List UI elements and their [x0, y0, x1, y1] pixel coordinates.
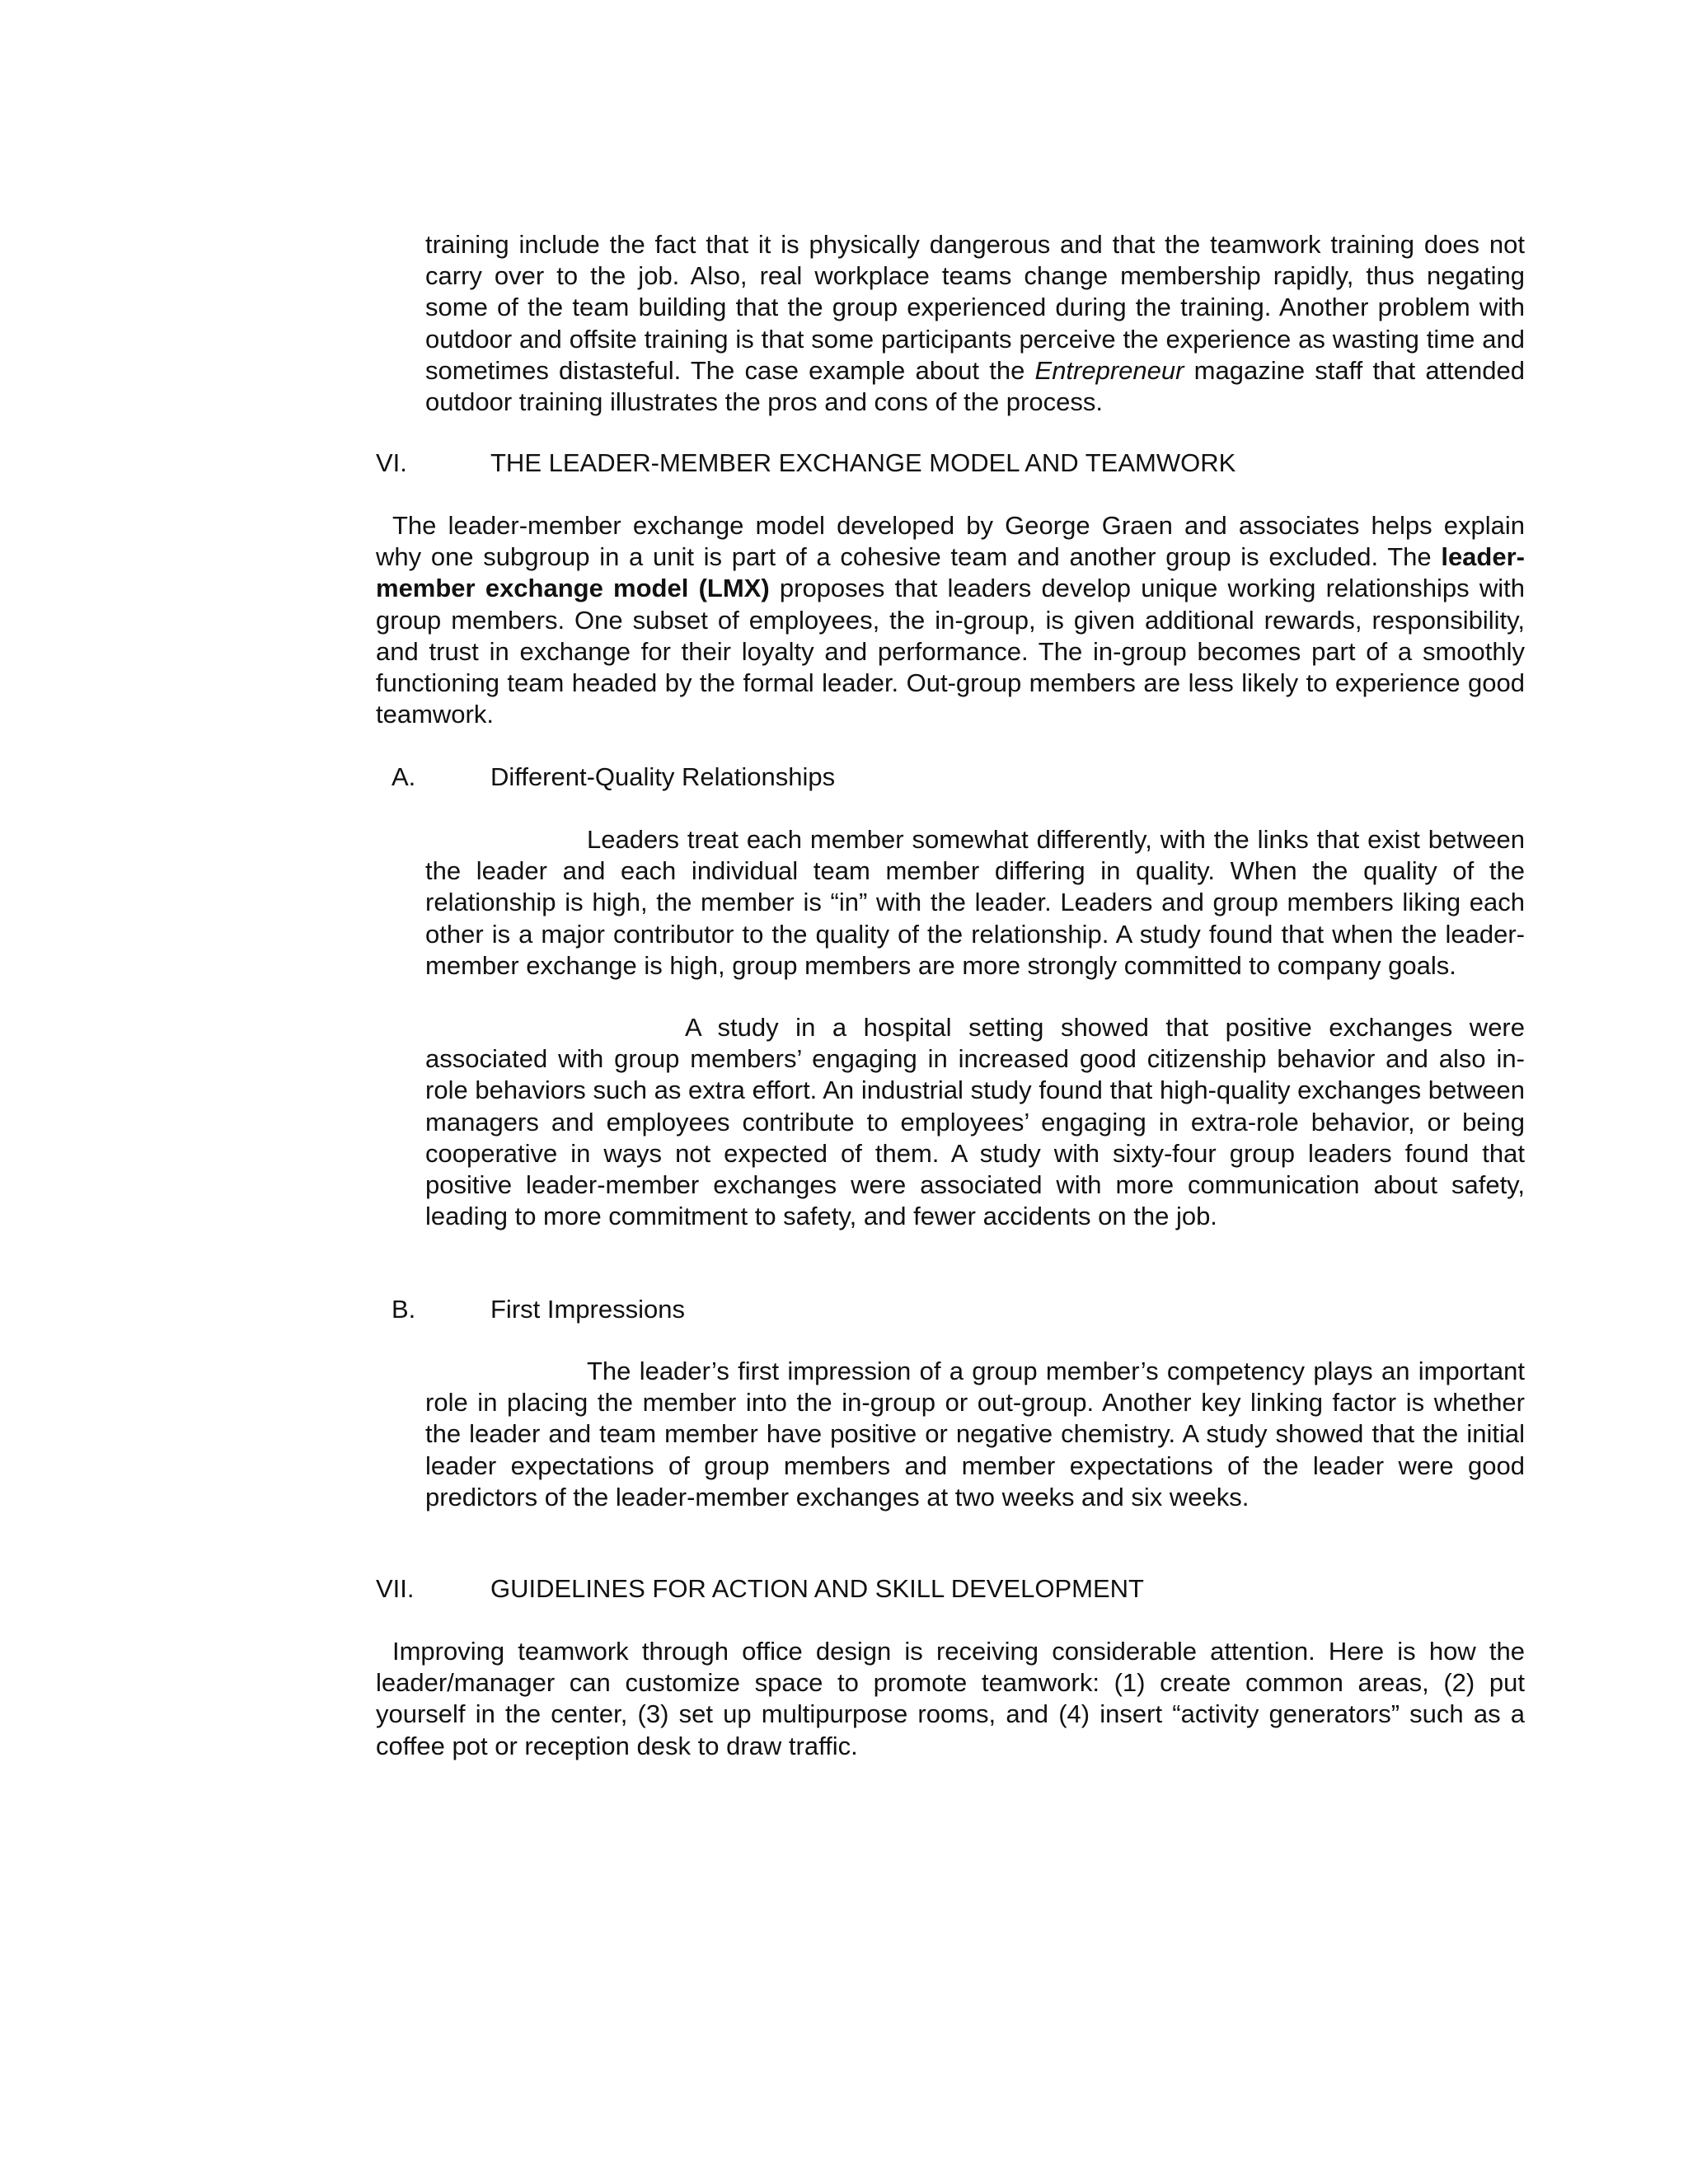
section-title: THE LEADER-MEMBER EXCHANGE MODEL AND TEAMWORK: [490, 448, 1236, 477]
continuation-text-start: training include the fact that it is physically dangerous and that the teamwork training does not carry over to the job. Also, real workplace teams change membership rapidly, thus negating some of the team building that the group experienced during the training. Another problem with outdoor and offsite training is that some participants perceive the experience as wasting time and sometimes distasteful. The case example about the: [425, 230, 1525, 385]
subsection-letter: A.: [392, 762, 416, 791]
lmx-term: leader-member exchange model (LMX): [376, 542, 1525, 603]
section-vii-intro: Improving teamwork through office design is receiving considerable attention. Here is how the leader/manager can customize space to promote teamwork: (1) create common areas, (2) put yourself in the center, (3) set up multipurpose rooms, and (4) insert “activity generators” such as a coffee pot or reception desk to draw traffic.: [376, 1637, 1525, 1760]
section-vi-intro: [376, 510, 1525, 730]
section-number: VII.: [376, 1574, 415, 1603]
subsection-title: Different-Quality Relationships: [490, 762, 836, 791]
section-number: VI.: [376, 448, 407, 477]
intro-text-start: The leader-member exchange model developed by George Graen and associates helps explain why one subgroup in a unit is part of a cohesive team and another group is excluded. The: [376, 511, 1525, 572]
subsection-a-paragraph-2: A study in a hospital setting showed that positive exchanges were associated with group members’ engaging in increased good citizenship behavior and also in-role behaviors such as extra effort. An industrial study found that high-quality exchanges between managers and employees contribute to employees’ engaging in extra-role behavior, or being cooperative in ways not expected of them. A study with sixty-four group leaders found that positive leader-member exchanges were associated with more communication about safety, leading to more commitment to safety, and fewer accidents on the job.: [425, 1013, 1525, 1231]
continuation-paragraph: [425, 229, 1525, 418]
continuation-text-end: magazine staff that attended outdoor training illustrates the pros and cons of the process.: [425, 355, 1526, 417]
section-title: GUIDELINES FOR ACTION AND SKILL DEVELOPMENT: [490, 1574, 1144, 1603]
subsection-b-paragraph: The leader’s first impression of a group member’s competency plays an important role in placing the member into the in-group or out-group. Another key linking factor is whether the leader and team member have positive or negative chemistry. A study showed that the initial leader expectations of group members and member expectations of the leader were good predictors of the leader-member exchanges at two weeks and six weeks.: [425, 1357, 1525, 1511]
intro-text-end: proposes that leaders develop unique working relationships with group members. One subset of employees, the in-group, is given additional rewards, responsibility, and trust in exchange for their loyalty and performance. The in-group becomes part of a smoothly functioning team headed by the formal leader. Out-group members are less likely to experience good teamwork.: [376, 574, 1525, 729]
magazine-name: Entrepreneur: [1034, 355, 1184, 385]
subsection-title: First Impressions: [490, 1295, 685, 1324]
subsection-a-paragraph-1: Leaders treat each member somewhat differently, with the links that exist between the leader and each individual team member differing in quality. When the quality of the relationship is high, the member is “in” with the leader. Leaders and group members liking each other is a major contributor to the quality of the relationship. A study found that when the leader-member exchange is high, group members are more strongly committed to company goals.: [425, 825, 1525, 980]
subsection-letter: B.: [392, 1295, 416, 1324]
